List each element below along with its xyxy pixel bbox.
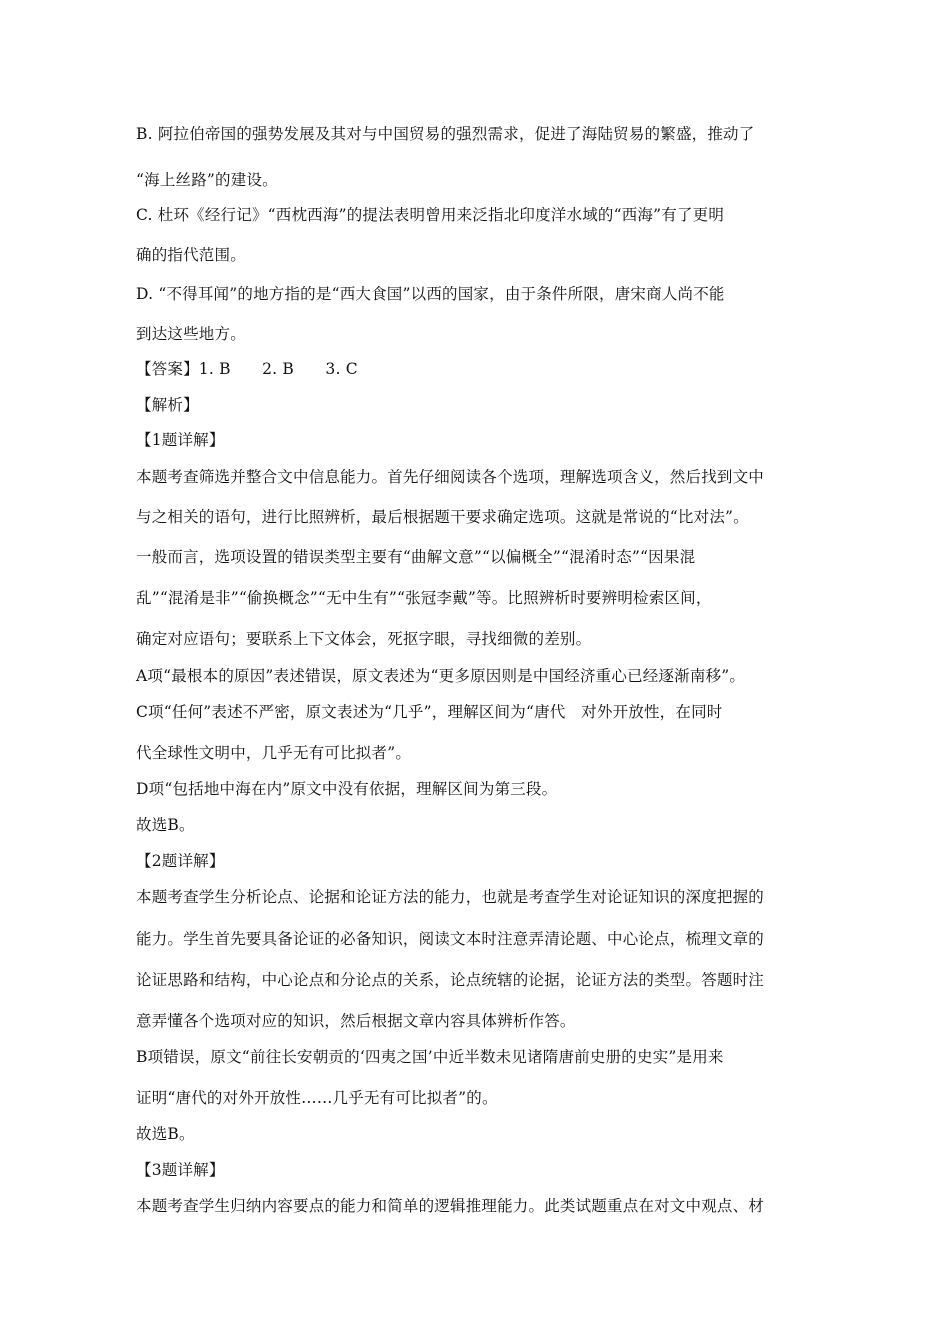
option-b-line-1: B. 阿拉伯帝国的强势发展及其对与中国贸易的强烈需求，促进了海陆贸易的繁盛，推动了	[136, 125, 755, 143]
q1-heading: 【1题详解】	[136, 431, 225, 449]
q2-option-b-note-line-2: 证明“唐代的对外开放性……几乎无有可比拟者”的。	[136, 1089, 498, 1107]
q3-paragraph-line-1: 本题考查学生归纳内容要点的能力和简单的逻辑推理能力。此类试题重点在对文中观点、材	[136, 1197, 765, 1215]
q1-option-d-note: D项“包括地中海在内”原文中没有依据，理解区间为第三段。	[136, 780, 558, 798]
q1-conclusion: 故选B。	[136, 816, 195, 834]
q1-paragraph-line-3: 一般而言，选项设置的错误类型主要有“曲解文意”“以偏概全”“混淆时态”“因果混	[136, 548, 696, 566]
option-c-line-2: 确的指代范围。	[136, 246, 246, 264]
q3-heading: 【3题详解】	[136, 1161, 225, 1179]
q1-paragraph-line-2: 与之相关的语句，进行比照辨析，最后根据题干要求确定选项。这就是常说的“比对法”。	[136, 508, 749, 526]
q1-paragraph-line-1: 本题考查筛选并整合文中信息能力。首先仔细阅读各个选项，理解选项含义，然后找到文中	[136, 468, 765, 486]
option-b-line-2: “海上丝路”的建设。	[136, 171, 278, 189]
q2-conclusion: 故选B。	[136, 1125, 195, 1143]
option-d-line-1: D. “不得耳闻”的地方指的是“西大食国”以西的国家，由于条件所限，唐宋商人尚不能	[136, 285, 725, 303]
q2-paragraph-line-2: 能力。学生首先要具备论证的必备知识，阅读文本时注意弄清论题、中心论点，梳理文章的	[136, 930, 765, 948]
q2-paragraph-line-4: 意弄懂各个选项对应的知识，然后根据文章内容具体辨析作答。	[136, 1012, 576, 1030]
analysis-heading: 【解析】	[136, 396, 199, 414]
q1-option-a-note: A项“最根本的原因”表述错误，原文表述为“更多原因则是中国经济重心已经逐渐南移”。	[136, 667, 746, 685]
q1-option-c-note-line-1: C项“任何”表述不严密，原文表述为“几乎”，理解区间为“唐代 对外开放性，在同时	[136, 703, 723, 721]
q2-paragraph-line-3: 论证思路和结构，中心论点和分论点的关系，论点统辖的论据，论证方法的类型。答题时注	[136, 971, 765, 989]
option-d-line-2: 到达这些地方。	[136, 325, 246, 343]
answer-line: 【答案】1. B 2. B 3. C	[136, 360, 358, 378]
q2-option-b-note-line-1: B项错误，原文“前往长安朝贡的‘四夷之国’中近半数未见诸隋唐前史册的史实”是用来	[136, 1048, 724, 1066]
option-c-line-1: C. 杜环《经行记》“西枕西海”的提法表明曾用来泛指北印度洋水域的“西海”有了更明	[136, 206, 725, 224]
q1-paragraph-line-4: 乱”“混淆是非”“偷换概念”“无中生有”“张冠李戴”等。比照辨析时要辨明检索区间，	[136, 589, 712, 607]
q2-paragraph-line-1: 本题考查学生分析论点、论据和论证方法的能力，也就是考查学生对论证知识的深度把握的	[136, 888, 765, 906]
q2-heading: 【2题详解】	[136, 852, 225, 870]
q1-option-c-note-line-2: 代全球性文明中，几乎无有可比拟者”。	[136, 744, 412, 762]
q1-paragraph-line-5: 确定对应语句；要联系上下文体会，死抠字眼，寻找细微的差别。	[136, 630, 592, 648]
